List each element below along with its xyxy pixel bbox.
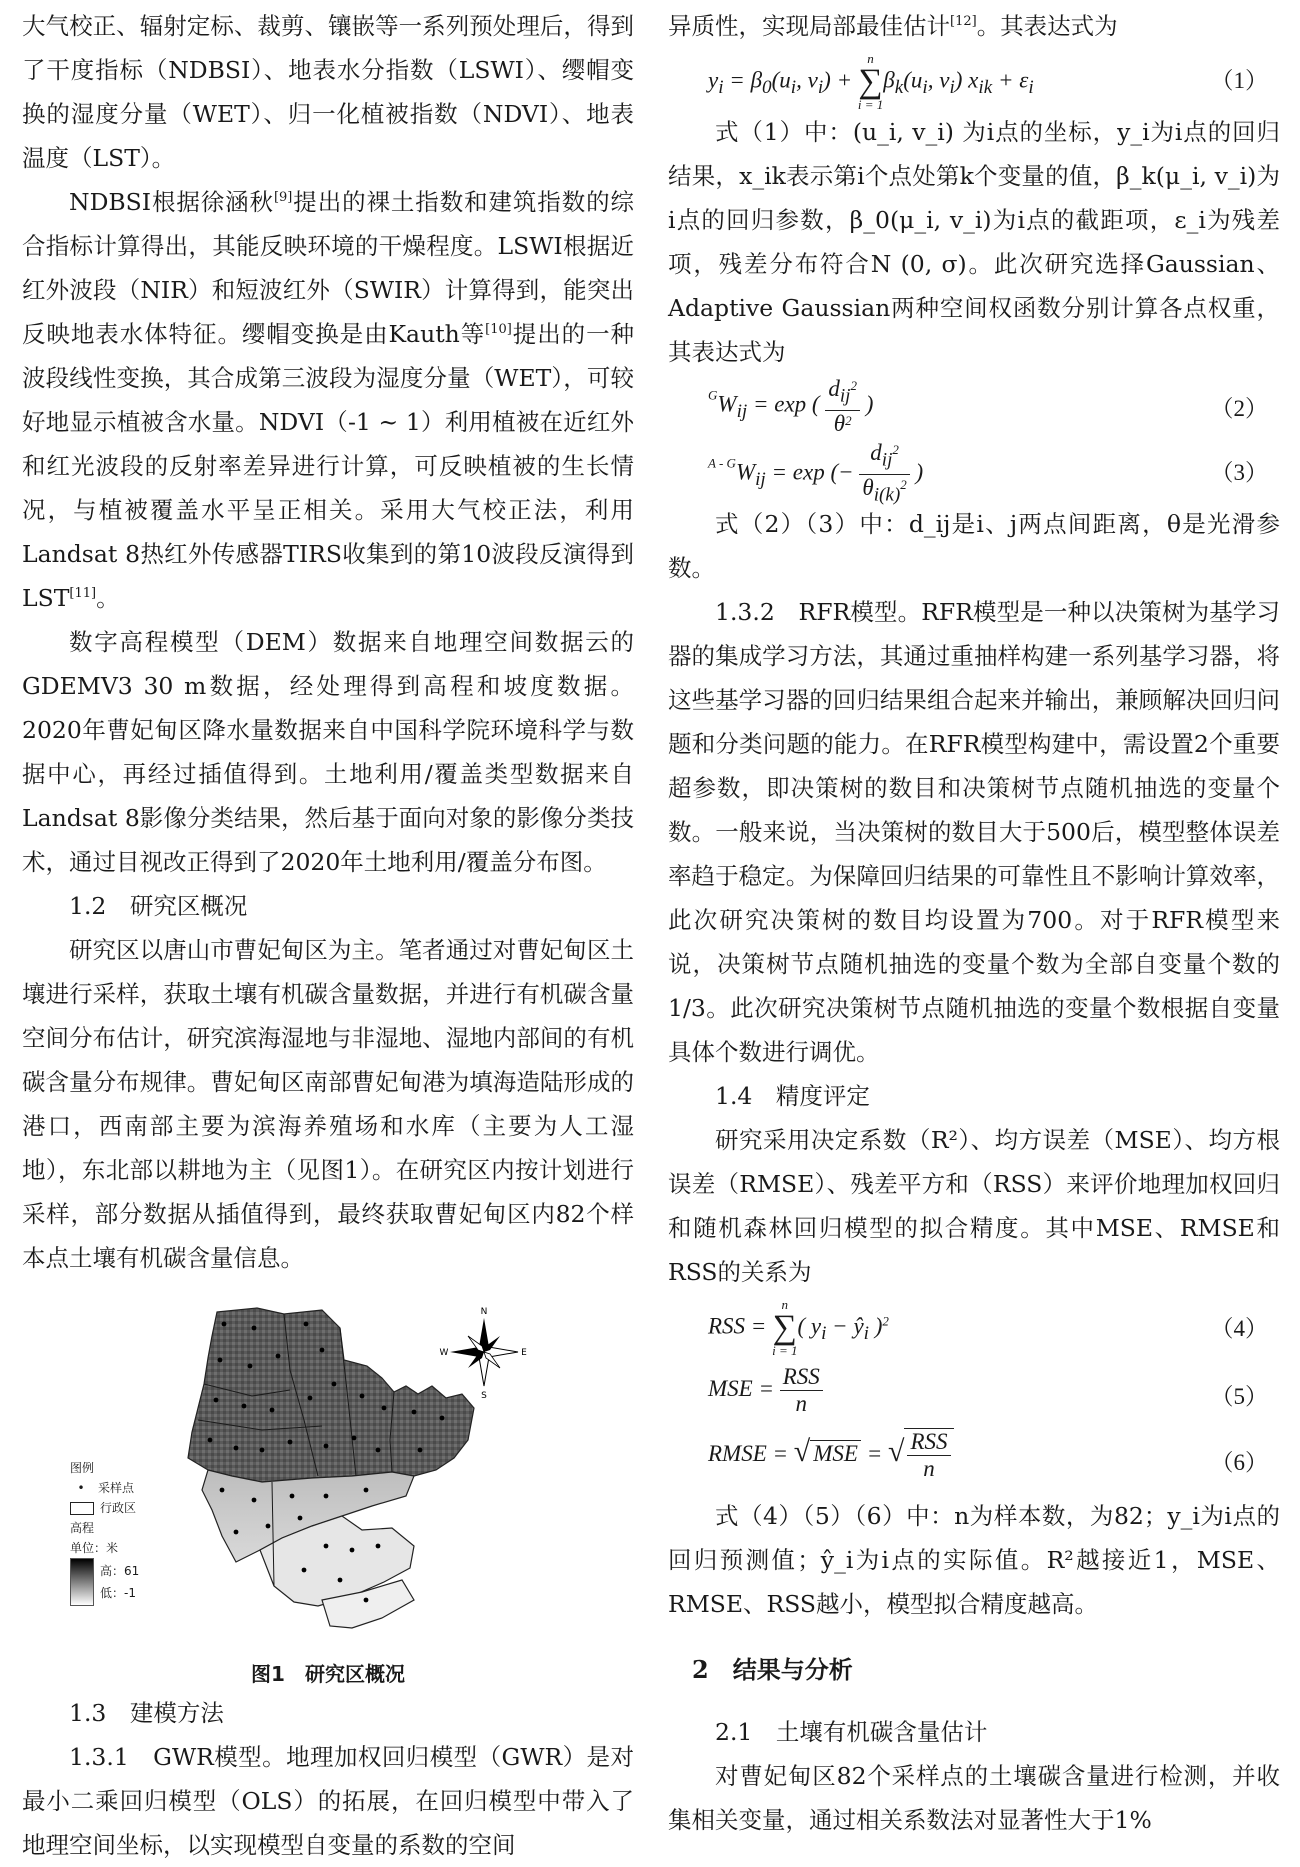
- paragraph: 1.3.2 RFR模型。RFR模型是一种以决策树为基学习器的集成学习方法，其通过重抽样构建一系列基学习器，将这些基学习器的回归结果组合起来并输出，兼顾解决回归问题和分类问题的能力。在RFR模型构建中，需设置2个重要超参数，即决策树的数目和决策树节点随机抽选的变量个数。一般来说，当决策树的数目大于500后，模型整体误差率趋于稳定。为保障回归结果的可靠性且不影响计算效率，此次研究决策树的数目均设置为700。对于RFR模型来说，决策树节点随机抽选的变量个数为全部自变量个数的1/3。此次研究决策树节点随机抽选的变量个数根据自变量具体个数进行调优。: [668, 598, 1280, 1066]
- compass-rose-icon: [440, 1307, 528, 1401]
- left-column: [22, 4, 634, 1867]
- paragraph: 1.3.1 GWR模型。地理加权回归模型（GWR）是对最小二乘回归模型（OLS）的拓展，在回归模型中带入了地理空间坐标，以实现模型自变量的系数的空间: [22, 1743, 634, 1859]
- equation-6: RMSE = √ MSE = √ $\frac{\text{RSS}}{n}$ （6）: [708, 1429, 1268, 1481]
- chapter-heading: 2 结果与分析: [692, 1655, 853, 1684]
- equation-1: $y_i = \beta_0(u_i$, $v_i$) + n ∑ i = 1 $\beta_k(u_i$, $v_i$) $x_{ik} + \varepsilon_i$ （1）: [708, 51, 1268, 112]
- equation-3: $^{A - G}W_{ij} = \exp$ (− $\frac{d_{ij}^2}{\theta_{i(k)}^2}$ ) （3）: [708, 440, 1268, 506]
- figure-caption: 图1 研究区概况: [251, 1662, 405, 1686]
- svg-text:W: W: [439, 1348, 449, 1358]
- paragraph: 式（4）（5）（6）中：n为样本数，为82；y_i为i点的回归预测值；ŷ_i为i点的实际值。R²越接近1，MSE、RMSE、RSS越小，模型拟合精度越高。: [668, 1502, 1280, 1618]
- study-area-map-figure: [22, 1300, 634, 1660]
- paragraph: 异质性，实现局部最佳估计[12]。其表达式为: [668, 12, 1118, 40]
- paragraph: 研究采用决定系数（R²）、均方误差（MSE）、均方根误差（RMSE）、残差平方和（RSS）来评价地理加权回归和随机森林回归模型的拟合精度。其中MSE、RMSE和RSS的关系为: [668, 1126, 1280, 1286]
- elevation-gradient: [70, 1558, 94, 1606]
- paragraph: 式（1）中：(u_i, v_i) 为i点的坐标，y_i为i点的回归结果，x_ik表示第i个点处第k个变量的值，β_k(μ_i, v_i)为i点的回归参数，β_0(μ_i, v_i)为i点的截距项，ε_i为残差项，残差分布符合N (0, σ)。此次研究选择Gaussian、Adaptive Gaussian两种空间权函数分别计算各点权重，其表达式为: [668, 118, 1280, 366]
- svg-text:E: E: [521, 1348, 527, 1358]
- citation: [9]: [273, 190, 293, 205]
- legend-admin-row: 行政区: [70, 1498, 139, 1518]
- legend-unit: 单位：米: [70, 1541, 119, 1555]
- citation: [11]: [69, 586, 97, 601]
- svg-text:S: S: [481, 1391, 487, 1401]
- region-north: [188, 1308, 474, 1482]
- section-heading: 1.4 精度评定: [715, 1082, 870, 1110]
- paragraph: 式（2）（3）中：d_ij是i、j两点间距离，θ是光滑参数。: [668, 510, 1280, 582]
- paragraph: NDBSI根据徐涵秋[9]提出的裸土指数和建筑指数的综合指标计算得出，其能反映环境的干燥程度。LSWI根据近红外波段（NIR）和短波红外（SWIR）计算得到，能突出反映地表水体特征。缨帽变换是由Kauth等[10]提出的一种波段线性变换，其合成第三波段为湿度分量（WET），可较好地显示植被含水量。NDVI（-1 ~ 1）利用植被在近红外和红光波段的反射率差异进行计算，可反映植被的生长情况，与植被覆盖水平呈正相关。采用大气校正法，利用Landsat 8热红外传感器TIRS收集到的第10波段反演得到LST[11]。: [22, 188, 635, 612]
- paragraph: 对曹妃甸区82个采样点的土壤碳含量进行检测，并收集相关变量，通过相关系数法对显著性大于1%: [668, 1762, 1280, 1834]
- map-legend: [70, 1458, 139, 1606]
- right-column: [668, 4, 1280, 1842]
- paragraph: 数字高程模型（DEM）数据来自地理空间数据云的GDEMV3 30 m数据，经处理得到高程和坡度数据。2020年曹妃甸区降水量数据来自中国科学院环境科学与数据中心，再经过插值得到。土地利用/覆盖类型数据来自Landsat 8影像分类结果，然后基于面向对象的影像分类技术，通过目视改正得到了2020年土地利用/覆盖分布图。: [22, 628, 634, 876]
- citation: [10]: [485, 322, 512, 337]
- section-heading: 1.2 研究区概况: [69, 892, 248, 920]
- paragraph: 研究区以唐山市曹妃甸区为主。笔者通过对曹妃甸区土壤进行采样，获取土壤有机碳含量数据，并进行有机碳含量空间分布估计，研究滨海湿地与非湿地、湿地内部间的有机碳含量分布规律。曹妃甸区南部曹妃甸港为填海造陆形成的港口，西南部主要为滨海养殖场和水库（主要为人工湿地），东北部以耕地为主（见图1）。在研究区内按计划进行采样，部分数据从插值得到，最终获取曹妃甸区内82个样本点土壤有机碳含量信息。: [22, 936, 634, 1272]
- svg-text:N: N: [480, 1307, 488, 1317]
- section-heading: 2.1 土壤有机碳含量估计: [715, 1718, 988, 1746]
- citation: [12]: [950, 14, 977, 29]
- legend-elev-scale: 高：61 低：-1: [70, 1558, 139, 1606]
- legend-title: 图例: [70, 1461, 95, 1475]
- legend-sample-row: • 采样点: [77, 1481, 135, 1495]
- section-heading: 1.3 建模方法: [69, 1699, 224, 1727]
- equation-4: RSS = n ∑ i = 1 ( $y_i$ − $ŷ_i$ )$^2$ （4）: [708, 1297, 1268, 1358]
- equation-5: MSE = $\frac{\text{RSS}}{n}$ （5）: [708, 1364, 1268, 1416]
- equation-2: $^GW_{ij} = \exp$ ( $\frac{d_{ij}^2}{\theta^2}$ ) （2）: [708, 376, 1268, 436]
- legend-elev-title: 高程: [70, 1521, 95, 1535]
- paragraph: 大气校正、辐射定标、裁剪、镶嵌等一系列预处理后，得到了干度指标（NDBSI）、地表水分指数（LSWI）、缨帽变换的湿度分量（WET）、归一化植被指数（NDVI）、地表温度（LST）。: [22, 12, 634, 172]
